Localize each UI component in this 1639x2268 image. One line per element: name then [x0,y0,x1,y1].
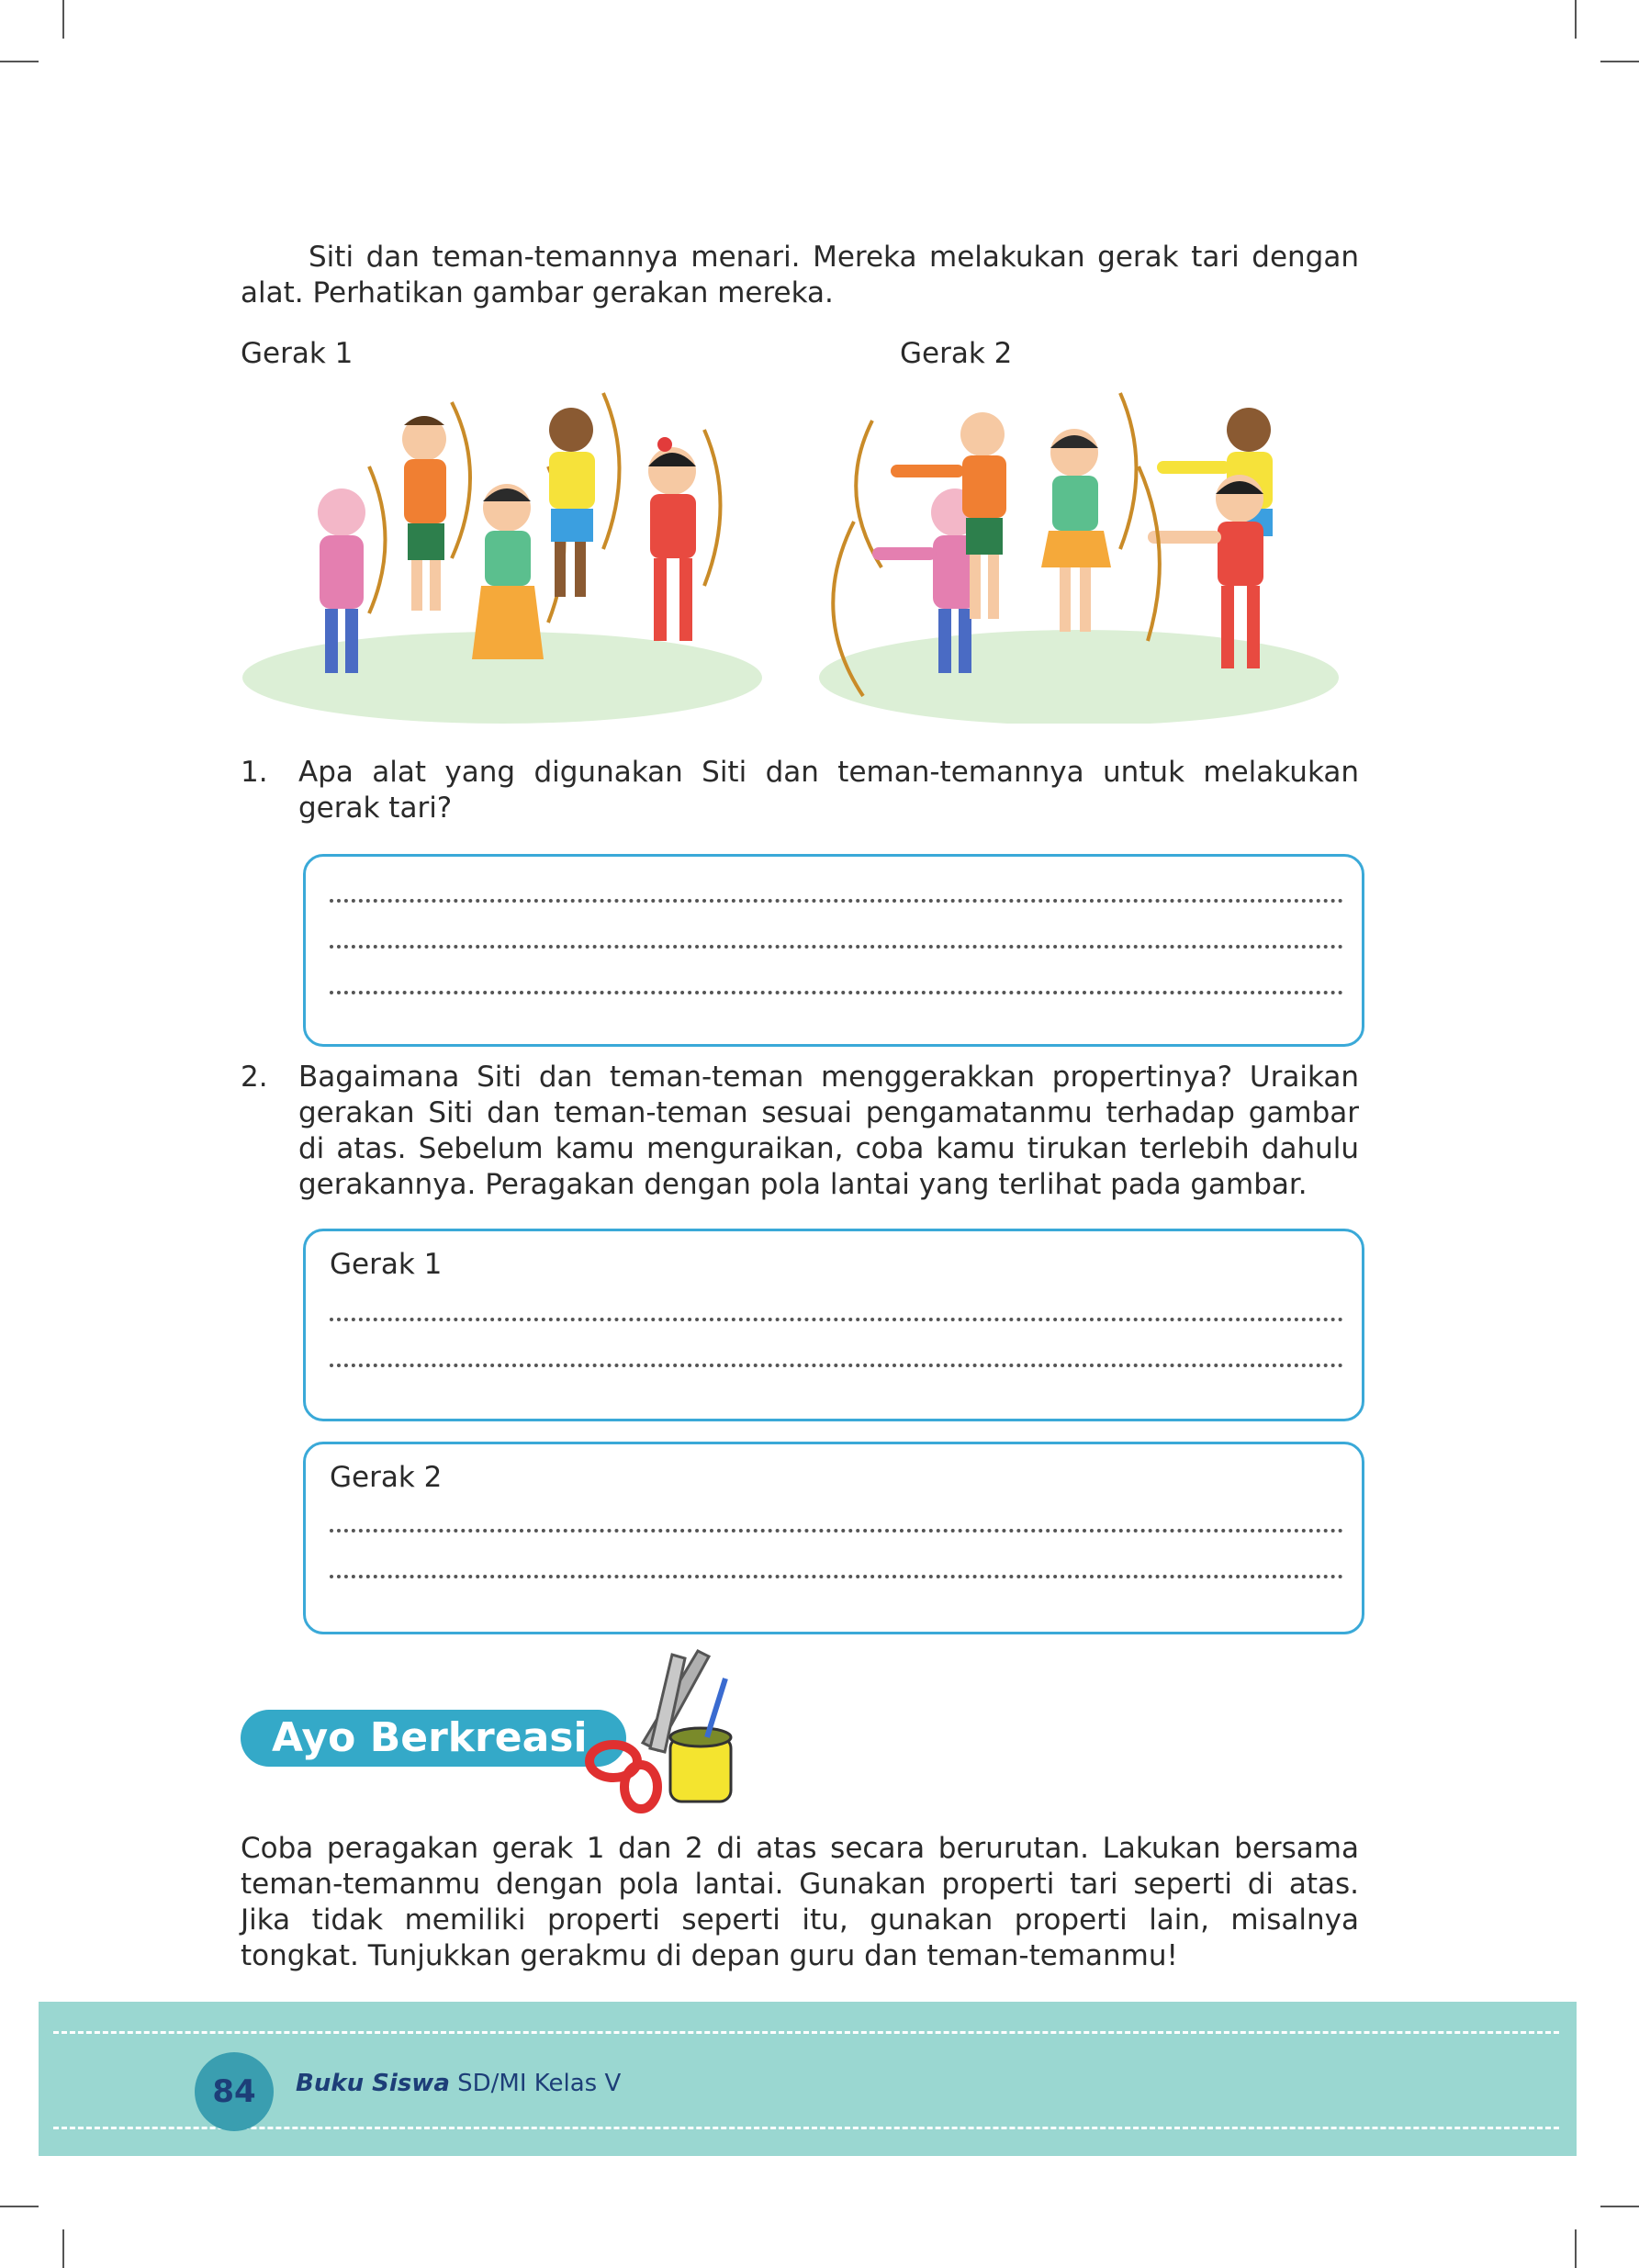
crop-mark [62,2229,64,2268]
crop-mark [1575,2229,1577,2268]
question-2-number: 2. [241,1061,268,1094]
answer-box-label: Gerak 1 [330,1248,443,1281]
answer-line[interactable] [330,945,1343,949]
scissors-and-glue-icon [569,1642,753,1816]
dance-illustration-gerak-2 [817,384,1341,724]
answer-line[interactable] [330,1529,1343,1533]
question-1-text: Apa alat yang digunakan Siti dan teman-temannya untuk melakukan gerak tari? [298,756,1359,825]
answer-box-question-1[interactable] [303,854,1364,1047]
answer-box-gerak-2[interactable] [303,1442,1364,1634]
intro-paragraph: Siti dan teman-temannya menari. Mereka melakukan gerak tari dengan alat. Perhatikan gambar gerakan mereka. [241,241,1359,309]
page-number: 84 [195,2052,274,2131]
answer-box-label: Gerak 2 [330,1461,443,1494]
answer-line[interactable] [330,899,1343,903]
crop-mark [0,2206,39,2207]
footer-dashed-line [53,2127,1559,2129]
footer-book-level: SD/MI Kelas V [449,2070,622,2097]
answer-line[interactable] [330,991,1343,994]
figure-label-gerak-2: Gerak 2 [900,337,1013,370]
question-2-text: Bagaimana Siti dan teman-teman menggerakkan propertinya? Uraikan gerakan Siti dan teman-teman sesuai pengamatanmu terhadap gambar di atas. Sebelum kamu menguraikan, coba kamu tirukan terlebih dahulu gerakannya. Peragakan dengan pola lantai yang terlihat pada gambar. [298,1061,1359,1201]
answer-line[interactable] [330,1318,1343,1321]
footer-book-name: Buku Siswa [296,2070,450,2097]
crop-mark [1600,61,1639,62]
section-body: Coba peragakan gerak 1 dan 2 di atas secara berurutan. Lakukan bersama teman-temanmu dengan pola lantai. Gunakan properti tari seperti di atas. Jika tidak memiliki properti seperti itu, gunakan properti lain, misalnya tongkat. Tunjukkan gerakmu di depan guru dan teman-temanmu! [241,1832,1359,1972]
section-title-banner: Ayo Berkreasi [241,1710,626,1767]
dance-illustration-gerak-1 [241,384,764,724]
answer-box-gerak-1[interactable] [303,1229,1364,1421]
answer-line[interactable] [330,1575,1343,1578]
crop-mark [1600,2206,1639,2207]
footer-dashed-line [53,2031,1559,2034]
footer-book-title [296,2068,621,2099]
crop-mark [62,0,64,39]
crop-mark [1575,0,1577,39]
question-1-number: 1. [241,756,268,789]
answer-line[interactable] [330,1364,1343,1367]
crop-mark [0,61,39,62]
figure-label-gerak-1: Gerak 1 [241,337,354,370]
